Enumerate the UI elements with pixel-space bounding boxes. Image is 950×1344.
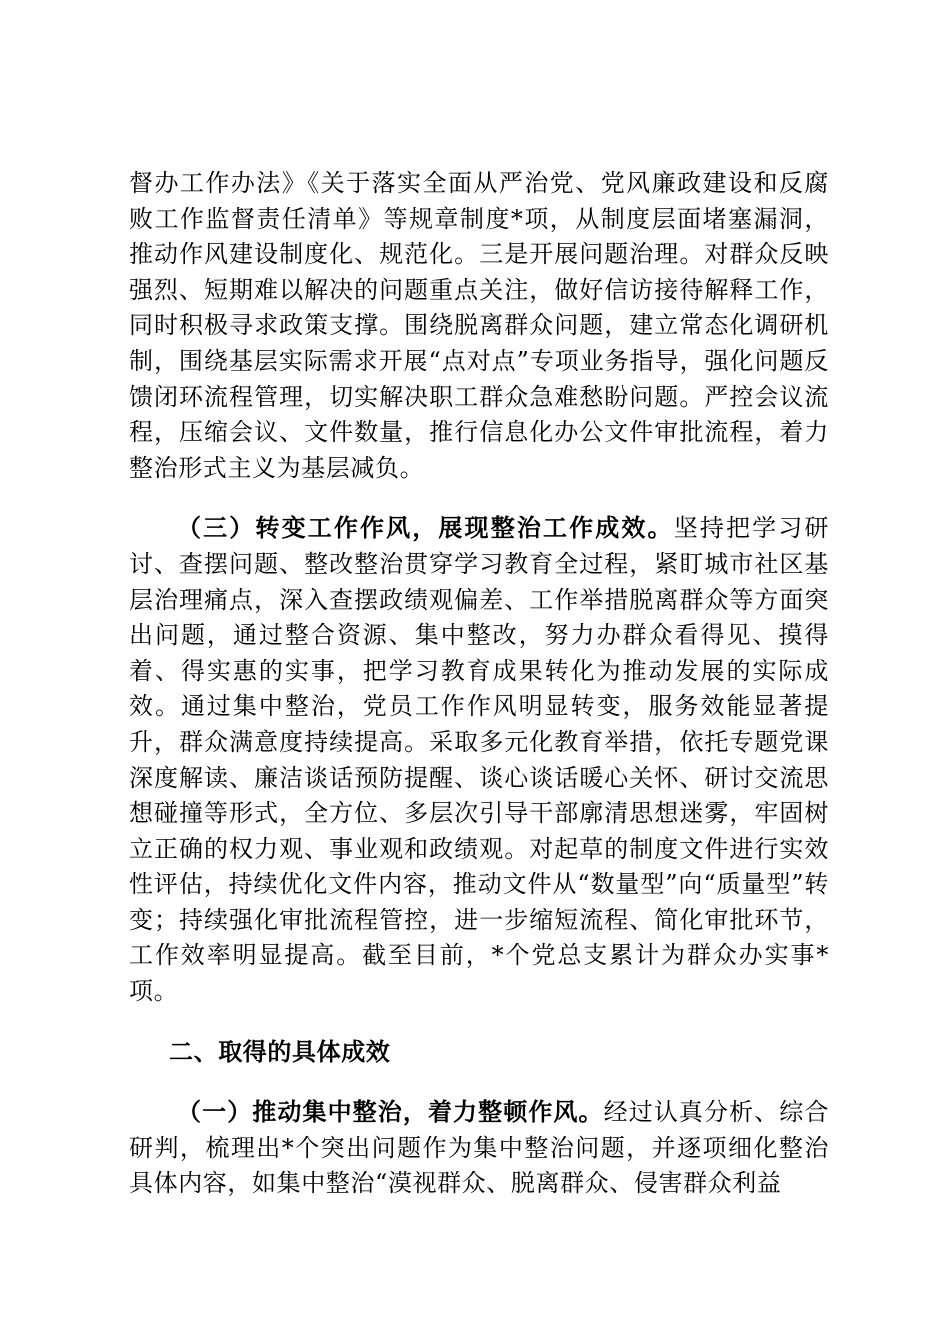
subsection-lead: （一）推动集中整治，着力整顿作风。 <box>177 1098 604 1127</box>
paragraph-text: 督办工作办法》《关于落实全面从严治党、党风廉政建设和反腐败工作监督责任清单》等规章制度*项，从制度层面堵塞漏洞，推动作风建设制度化、规范化。三是开展问题治理。对群众反映强烈、短期难以解决的问题重点关注，做好信访接待解释工作，同时积极寻求政策支撑。围绕脱离群众问题，建立常态化调研机制，围绕基层实际需求开展“点对点”专项业务指导，强化问题反馈闭环流程管理，切实解决职工群众急难愁盼问题。严控会议流程，压缩会议、文件数量，推行信息化办公文件审批流程，着力整治形式主义为基层减负。 <box>129 169 829 482</box>
paragraph-subsection-three <box>129 511 829 1009</box>
paragraph-text: 坚持把学习研讨、查摆问题、整改整治贯穿学习教育全过程，紧盯城市社区基层治理痛点，深入查摆政绩观偏差、工作举措脱离群众等方面突出问题，通过整合资源、集中整改，努力办群众看得见、摸得着、得实惠的实事，把学习教育成果转化为推动发展的实际成效。通过集中整治，党员工作作风明显转变，服务效能显著提升，群众满意度持续提高。采取多元化教育举措，依托专题党课深度解读、廉洁谈话预防提醒、谈心谈话暖心关怀、研讨交流思想碰撞等形式，全方位、多层次引导干部廓清思想迷雾，牢固树立正确的权力观、事业观和政绩观。对起草的制度文件进行实效性评估，持续优化文件内容，推动文件从“数量型”向“质量型”转变；持续强化审批流程管控，进一步缩短流程、简化审批环节，工作效率明显提高。截至目前，*个党总支累计为群众办实事*项。 <box>129 514 829 1006</box>
subsection-lead: （三）转变工作作风，展现整治工作成效。 <box>177 514 674 543</box>
document-body <box>129 166 829 1202</box>
paragraph-text: 经过认真分析、综合研判，梳理出*个突出问题作为集中整治问题，并逐项细化整治具体内容，如集中整治“漠视群众、脱离群众、侵害群众利益 <box>129 1098 829 1198</box>
section-heading: 二、取得的具体成效 <box>169 1037 391 1066</box>
paragraph-subsection-one <box>129 1095 829 1202</box>
paragraph-continued <box>129 166 829 486</box>
